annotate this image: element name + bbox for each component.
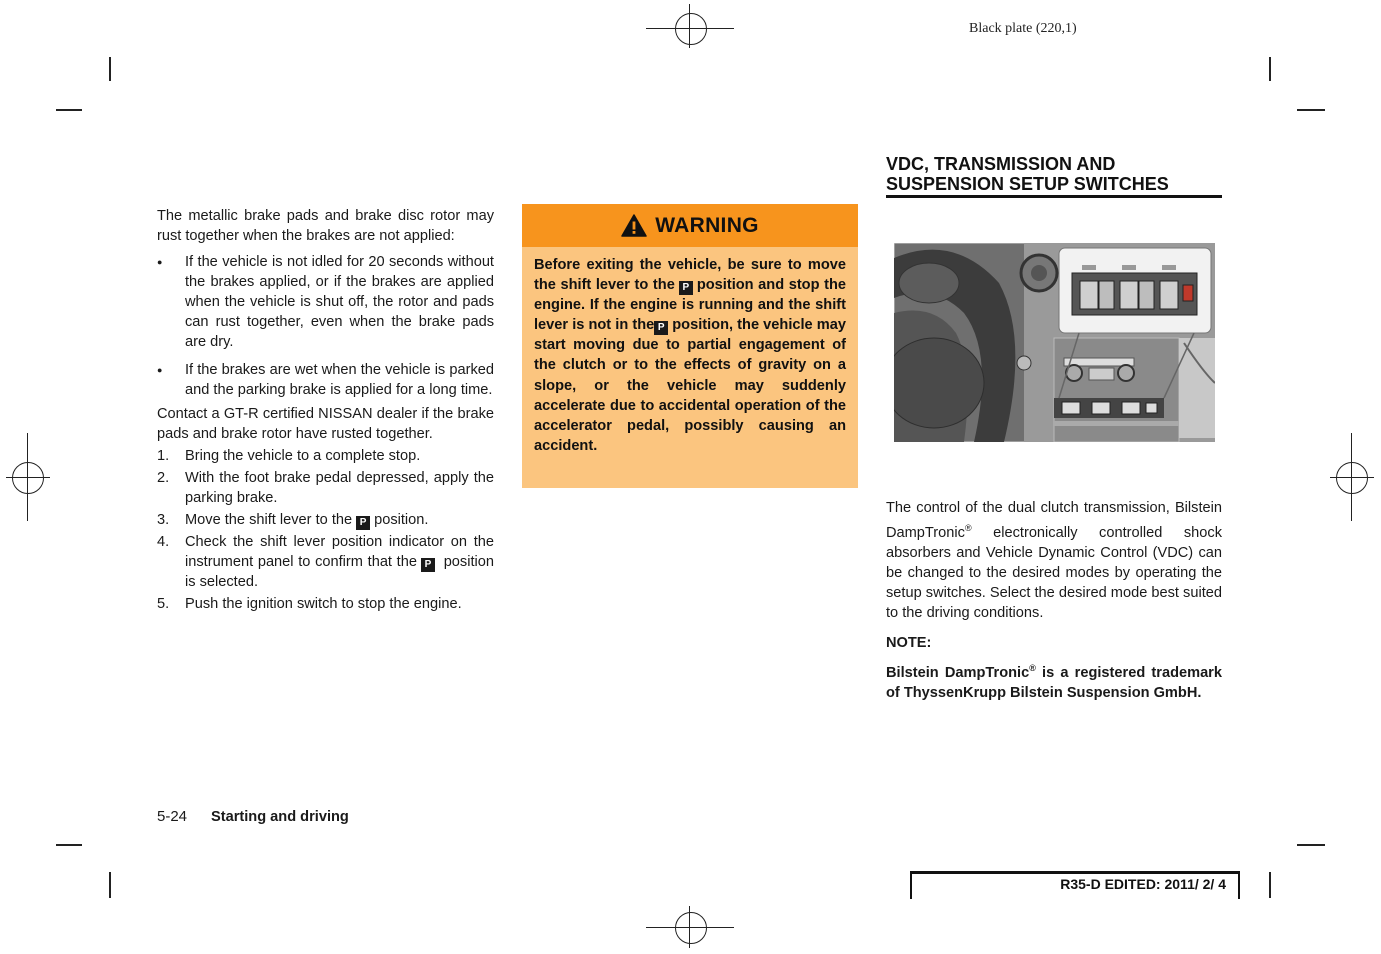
step-item bbox=[157, 532, 494, 592]
step-text: Push the ignition switch to stop the engine. bbox=[185, 596, 462, 612]
step-number: 2. bbox=[157, 470, 170, 486]
park-position-icon: P bbox=[356, 516, 370, 530]
step-number: 3. bbox=[157, 512, 170, 528]
crop-mark bbox=[1269, 57, 1271, 81]
note-label: NOTE: bbox=[886, 634, 932, 651]
registration-line bbox=[27, 433, 28, 521]
note-paragraph bbox=[886, 658, 1222, 703]
park-position-icon: P bbox=[679, 281, 693, 295]
plate-label: Black plate (220,1) bbox=[969, 21, 1077, 36]
bullet-icon: ● bbox=[157, 257, 163, 267]
description-paragraph bbox=[886, 498, 1222, 623]
step-number: 1. bbox=[157, 448, 170, 464]
warning-title: WARNING bbox=[655, 213, 759, 237]
step-text: Move the shift lever to the bbox=[185, 512, 353, 528]
registered-mark: ® bbox=[964, 523, 972, 533]
step-text: With the foot brake pedal depressed, apply the parking brake. bbox=[185, 470, 494, 506]
page-number: 5-24 bbox=[157, 808, 188, 825]
step-text: position is selected. bbox=[185, 554, 494, 590]
description-text: electronically controlled shock absorbers and Vehicle Dynamic Control (VDC) can be changed to the desired modes by operating the setup switches. Select the desired mode best suited to the driving conditions. bbox=[886, 524, 1222, 621]
crop-mark bbox=[1269, 872, 1271, 898]
contact-paragraph: Contact a GT-R certified NISSAN dealer if the brake pads and brake rotor have rusted together. bbox=[157, 406, 494, 442]
warning-header bbox=[522, 204, 858, 247]
warning-text: Before exiting the vehicle, be sure to move the shift lever to the bbox=[534, 257, 846, 294]
heading-line: SUSPENSION SETUP SWITCHES bbox=[886, 174, 1169, 194]
note-text: Bilstein DampTronic bbox=[886, 664, 1030, 681]
step-item bbox=[157, 446, 494, 466]
crop-mark bbox=[1297, 109, 1325, 111]
step-item bbox=[157, 510, 494, 530]
step-text: Check the shift lever position indicator on the instrument panel to confirm that the bbox=[185, 534, 494, 570]
crop-mark bbox=[56, 109, 82, 111]
dashboard-illustration bbox=[894, 243, 1215, 442]
warning-body bbox=[522, 247, 858, 488]
heading-line: VDC, TRANSMISSION AND bbox=[886, 154, 1116, 174]
crop-mark bbox=[1297, 844, 1325, 846]
note-text: is a registered trademark of ThyssenKrupp Bilstein Suspension GmbH. bbox=[886, 664, 1222, 701]
registration-line bbox=[689, 4, 690, 48]
warning-text: position and stop the engine. If the engine is running and the shift lever is not in the bbox=[534, 277, 846, 334]
bullet-icon: ● bbox=[157, 365, 163, 375]
crop-mark bbox=[109, 872, 111, 898]
list-item bbox=[157, 252, 494, 352]
bullet-text: If the brakes are wet when the vehicle is parked and the parking brake is applied for a long time. bbox=[185, 362, 494, 398]
left-column bbox=[157, 206, 494, 616]
section-name: Starting and driving bbox=[211, 809, 349, 825]
step-item bbox=[157, 468, 494, 508]
step-text: position. bbox=[374, 512, 429, 528]
right-column bbox=[886, 498, 1222, 703]
warning-triangle-icon bbox=[621, 214, 647, 237]
description-text: The control of the dual clutch transmission, Bilstein DampTronic bbox=[886, 500, 1222, 541]
dashboard-illustration-svg bbox=[894, 243, 1215, 442]
step-number: 5. bbox=[157, 596, 170, 612]
step-number: 4. bbox=[157, 534, 170, 550]
crop-mark bbox=[56, 844, 82, 846]
registration-line bbox=[1351, 433, 1352, 521]
intro-paragraph: The metallic brake pads and brake disc rotor may rust together when the brakes are not applied: bbox=[157, 208, 494, 244]
registration-line bbox=[689, 906, 690, 948]
bullet-text: If the vehicle is not idled for 20 seconds without the brakes applied, or if the brakes are applied when the vehicle is shut off, the rotor and pads can rust together, even when the brake pads are dry. bbox=[185, 254, 494, 350]
crop-mark bbox=[109, 57, 111, 81]
step-text: Bring the vehicle to a complete stop. bbox=[185, 448, 421, 464]
park-position-icon: P bbox=[421, 558, 435, 572]
warning-text: position, the vehicle may start moving due to partial engagement of the clutch or to the effects of gravity on a slope, or the vehicle may suddenly accelerate due to accidental operation of the accelerator pedal, possibly causing an accident. bbox=[534, 317, 846, 454]
edited-stamp: R35-D EDITED: 2011/ 2/ 4 bbox=[910, 871, 1240, 899]
registered-mark: ® bbox=[1029, 662, 1036, 673]
section-heading bbox=[886, 154, 1222, 198]
step-item bbox=[157, 594, 494, 614]
park-position-icon: P bbox=[654, 321, 668, 335]
list-item bbox=[157, 360, 494, 400]
